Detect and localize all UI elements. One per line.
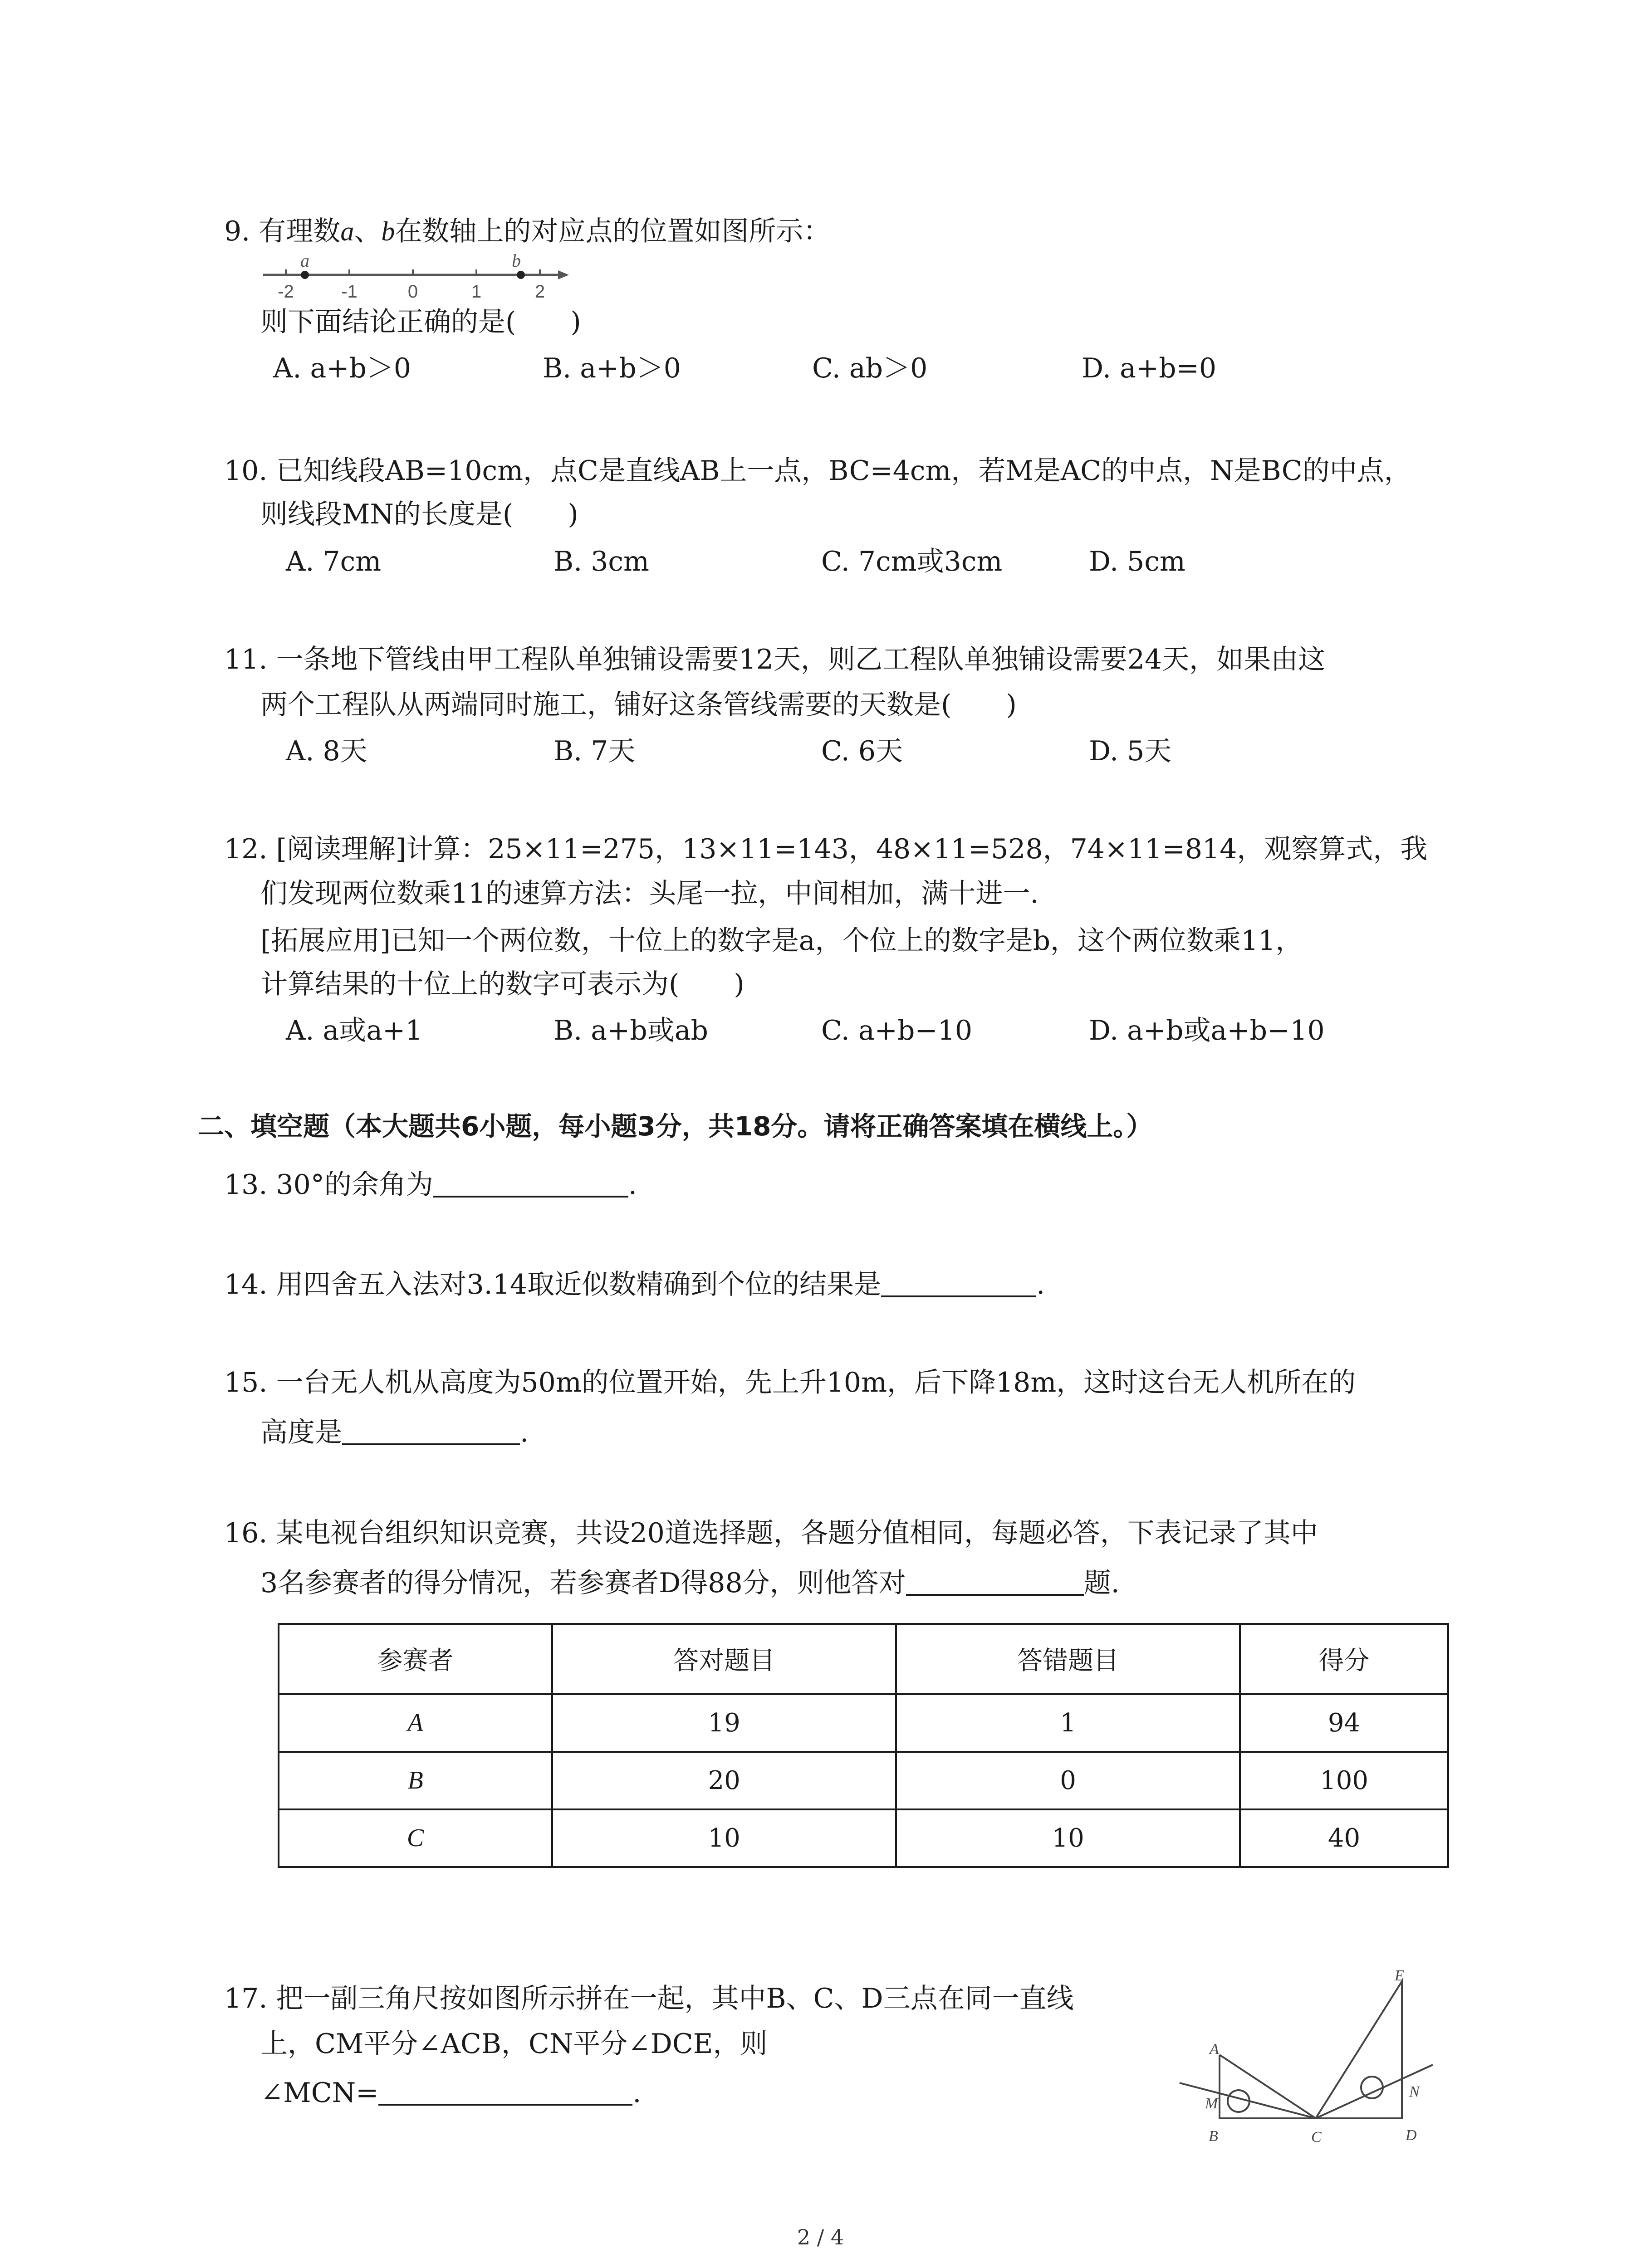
q12-option-b: B. a+b或ab — [554, 1015, 708, 1046]
label-a: A — [1210, 2041, 1219, 2058]
table-cell: 10 — [896, 1809, 1240, 1867]
q17-answer-blank[interactable] — [378, 2077, 632, 2106]
q10-option-b: B. 3cm — [554, 546, 649, 577]
table-cell: 1 — [896, 1694, 1240, 1752]
table-cell: 40 — [1240, 1809, 1448, 1867]
q9-option-b: B. a+b＞0 — [543, 352, 681, 384]
section-heading: 二、填空题（本大题共6小题，每小题3分，共18分。请将正确答案填在横线上。） — [198, 1111, 1153, 1142]
q10-prompt: 则线段MN的长度是( ) — [260, 499, 578, 530]
tick-label: -1 — [341, 282, 358, 302]
triangle-rulers-figure — [1175, 1964, 1465, 2159]
bisector-cm — [1180, 2083, 1316, 2118]
tick-label: 2 — [534, 282, 545, 302]
label-c: C — [1311, 2129, 1322, 2146]
label-n: N — [1409, 2083, 1420, 2100]
q17-stem-2: 上，CM平分∠ACB，CN平分∠DCE，则 — [260, 2028, 768, 2060]
q12-prompt: 计算结果的十位上的数字可表示为( ) — [260, 968, 745, 1000]
page-number: 2 / 4 — [797, 2225, 844, 2249]
table-header: 答对题目 — [552, 1624, 896, 1694]
q14-answer-blank[interactable] — [881, 1268, 1036, 1297]
q15-answer-blank[interactable] — [342, 1416, 520, 1445]
label-d: D — [1406, 2127, 1417, 2144]
q10-option-c: C. 7cm或3cm — [821, 546, 1003, 577]
table-row — [279, 1694, 1448, 1752]
q9-stem: 9. 有理数a、b在数轴上的对应点的位置如图所示： — [224, 215, 831, 247]
q9-option-d: D. a+b=0 — [1082, 352, 1217, 384]
table-cell: 100 — [1240, 1752, 1448, 1809]
number-line-arrow — [558, 270, 569, 279]
q12-stem-1: 12. [阅读理解]计算：25×11=275，13×11=143，48×11=528，74×11=814，观察算式，我 — [224, 833, 1428, 865]
angle-mark-n — [1361, 2077, 1383, 2098]
q11-option-c: C. 6天 — [821, 735, 903, 767]
q10-option-a: A. 7cm — [286, 546, 382, 577]
tick-label: -2 — [278, 282, 294, 302]
point-b-label: b — [512, 252, 521, 271]
table-cell: 0 — [896, 1752, 1240, 1809]
table-row — [279, 1752, 1448, 1809]
tick-label: 0 — [407, 282, 418, 302]
point-a — [301, 271, 309, 279]
q9-prompt: 则下面结论正确的是( ) — [260, 306, 581, 338]
table-header: 得分 — [1240, 1624, 1448, 1694]
q11-option-b: B. 7天 — [554, 735, 636, 767]
table-cell: 94 — [1240, 1694, 1448, 1752]
q16-prompt: 3名参赛者的得分情况，若参赛者D得88分，则他答对 题. — [260, 1567, 1120, 1599]
q10-option-d: D. 5cm — [1089, 546, 1185, 577]
q14: 14. 用四舍五入法对3.14取近似数精确到个位的结果是 . — [224, 1269, 1045, 1300]
q12-stem-3: [拓展应用]已知一个两位数，十位上的数字是a，个位上的数字是b，这个两位数乘11， — [260, 925, 1303, 957]
q11-option-d: D. 5天 — [1089, 735, 1172, 767]
table-row — [279, 1809, 1448, 1867]
q13: 13. 30°的余角为 . — [224, 1169, 637, 1201]
table-header: 参赛者 — [279, 1624, 552, 1694]
table-cell: B — [279, 1752, 552, 1809]
q12-option-d: D. a+b或a+b−10 — [1089, 1015, 1325, 1046]
table-header-row — [279, 1624, 1448, 1694]
q10-stem: 10. 已知线段AB=10cm，点C是直线AB上一点，BC=4cm，若M是AC的中点，N是BC的中点， — [224, 455, 1411, 487]
q17-stem-1: 17. 把一副三角尺按如图所示拼在一起，其中B、C、D三点在同一直线 — [224, 1983, 1074, 2014]
q12-option-c: C. a+b−10 — [821, 1015, 972, 1046]
table-header: 答错题目 — [896, 1624, 1240, 1694]
q9-option-c: C. ab＞0 — [812, 352, 928, 384]
q11-option-a: A. 8天 — [286, 735, 367, 767]
q12-option-a: A. a或a+1 — [286, 1015, 423, 1046]
q9-option-a: A. a+b＞0 — [273, 352, 411, 384]
q17-prompt: ∠MCN= . — [260, 2077, 642, 2109]
q16-answer-blank[interactable] — [906, 1567, 1084, 1596]
score-table — [278, 1623, 1449, 1868]
point-a-label: a — [300, 252, 309, 271]
table-cell: 20 — [552, 1752, 896, 1809]
q13-answer-blank[interactable] — [433, 1168, 628, 1198]
q16-stem: 16. 某电视台组织知识竞赛，共设20道选择题，各题分值相同，每题必答，下表记录了其中 — [224, 1517, 1318, 1549]
label-e: E — [1395, 1967, 1404, 1984]
label-b: B — [1209, 2128, 1218, 2145]
tick-label: 1 — [471, 282, 482, 302]
point-b — [517, 271, 525, 279]
number-line-figure — [259, 252, 576, 302]
table-cell: A — [279, 1694, 552, 1752]
table-cell: C — [279, 1809, 552, 1867]
q15-prompt: 高度是 . — [260, 1417, 529, 1448]
table-cell: 10 — [552, 1809, 896, 1867]
q11-stem: 11. 一条地下管线由甲工程队单独铺设需要12天，则乙工程队单独铺设需要24天，如果由这 — [224, 644, 1326, 675]
q12-stem-2: 们发现两位数乘11的速算方法：头尾一拉，中间相加，满十进一. — [260, 878, 1039, 909]
triangle-abc — [1220, 2055, 1316, 2118]
q11-prompt: 两个工程队从两端同时施工，铺好这条管线需要的天数是( ) — [260, 689, 1017, 721]
q15-stem: 15. 一台无人机从高度为50m的位置开始，先上升10m，后下降18m，这时这台无人机所在的 — [224, 1367, 1356, 1398]
table-cell: 19 — [552, 1694, 896, 1752]
label-m: M — [1205, 2095, 1218, 2112]
